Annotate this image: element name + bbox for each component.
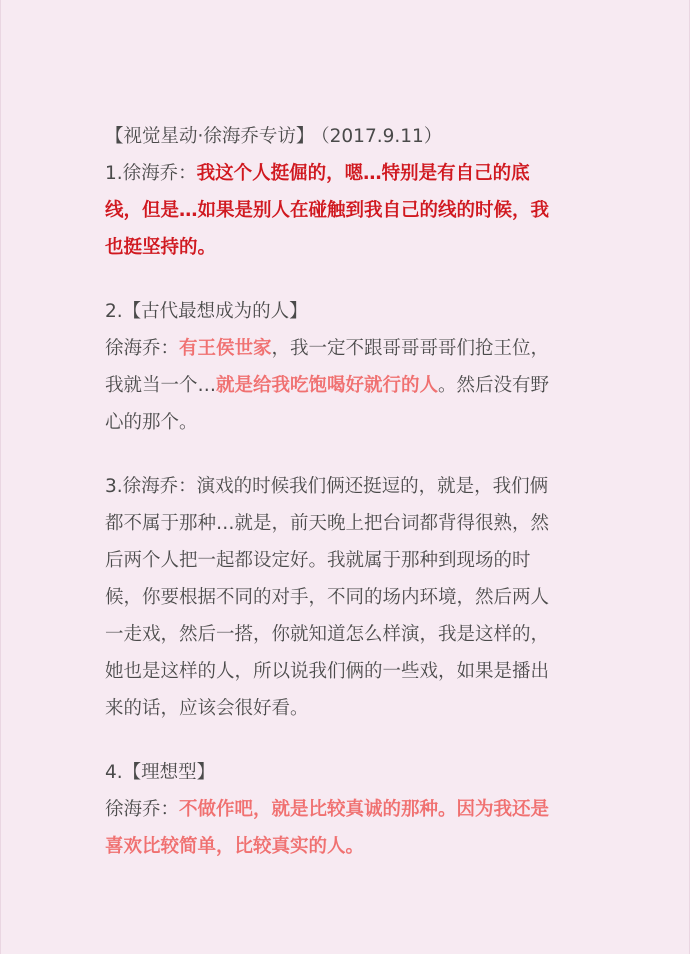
interview-block-2 [105,293,583,441]
q4-answer-line-1: 不做作吧，就是比较真诚的那种。因为我还是 [179,799,550,820]
q1-answer-line-2: 线，但是…如果是别人在碰触到我自己的线的时候，我 [105,200,550,221]
q4-answer-line-2: 喜欢比较简单，比较真实的人。 [105,836,365,857]
q2-line-1 [105,330,583,367]
q3-line-5: 一走戏，然后一搭，你就知道怎么样演，我是这样的， [105,624,550,645]
q2-text-1: ，我一定不跟哥哥哥哥们抢王位， [271,338,550,359]
q2-line-2 [105,367,583,404]
q3-line-3: 后两个人把一起都设定好。我就属于那种到现场的时 [105,550,531,571]
q2-speaker: 徐海乔： [105,338,180,359]
interview-block-3 [105,468,583,727]
q1-answer-line-3: 也挺坚持的。 [105,237,217,258]
source-title: 【视觉星动·徐海乔专访】 [105,126,315,147]
q3-line-2: 都不属于那种…就是，前天晚上把台词都背得很熟，然 [105,513,550,534]
source-header [105,118,583,155]
q2-text-2: 我就当一个… [105,375,217,396]
q2-emphasis-2: 就是给我吃饱喝好就行的人 [216,375,439,396]
q3-line-7: 来的话，应该会很好看。 [105,698,309,719]
interview-block-1 [105,118,583,266]
q4-speaker: 徐海乔： [105,799,180,820]
interview-block-4 [105,754,583,865]
q2-line-3: 心的那个。 [105,412,198,433]
q3-line-1: 3.徐海乔：演戏的时候我们俩还挺逗的，就是，我们俩 [105,476,549,497]
q3-line-4: 候，你要根据不同的对手，不同的场内环境，然后两人 [105,587,550,608]
q2-title: 2.【古代最想成为的人】 [105,301,308,322]
q4-title: 4.【理想型】 [105,762,216,783]
q4-line-1 [105,791,583,828]
q1-line-1 [105,155,583,192]
q2-emphasis-1: 有王侯世家 [179,338,272,359]
q2-text-3: 。然后没有野 [438,375,550,396]
q1-answer-line-1: 我这个人挺倔的，嗯…特别是有自己的底 [196,163,530,184]
interview-text [105,118,583,892]
q1-prefix: 1.徐海乔： [105,163,197,184]
source-date: （2017.9.11） [320,126,443,147]
q3-line-6: 她也是这样的人，所以说我们俩的一些戏，如果是播出 [105,661,550,682]
